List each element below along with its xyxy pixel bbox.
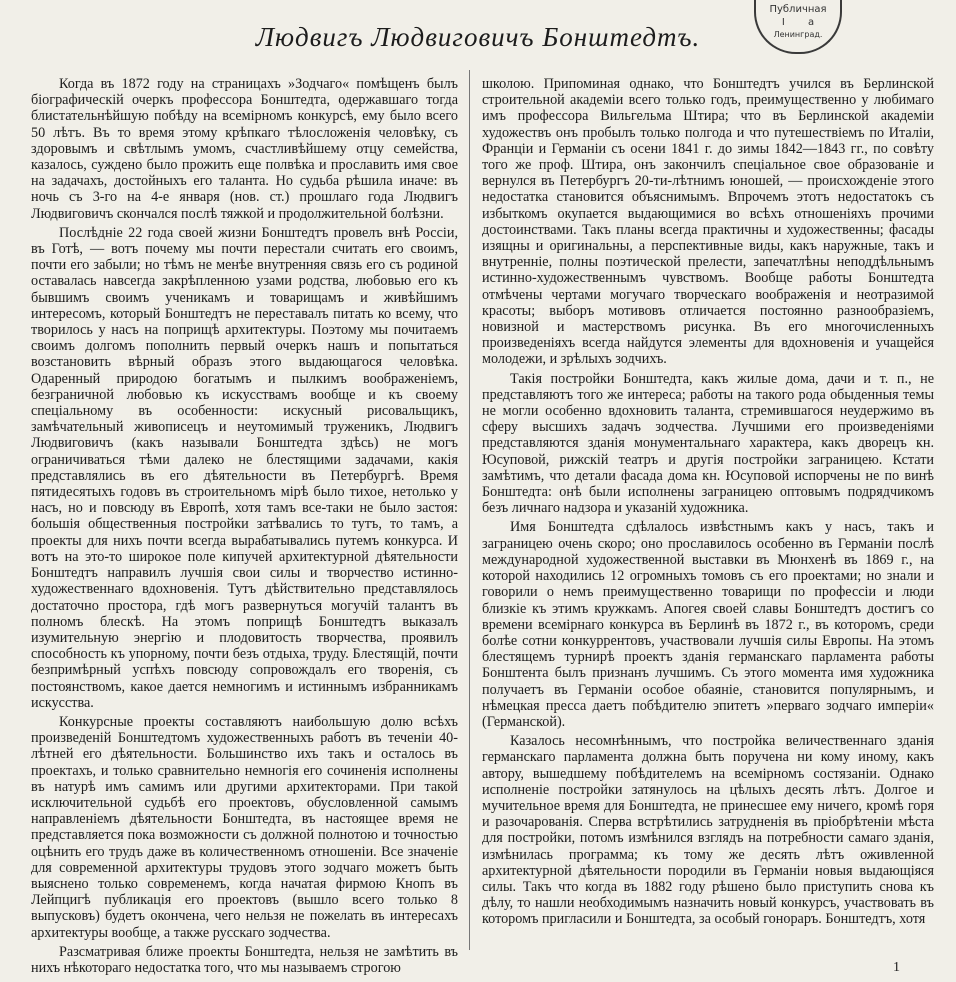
paragraph: Такія постройки Бонштедта, какъ жилые дома, дачи и т. п., не представляютъ того же интереса; работы на такого рода обыденныя темы не могли особенно вдохновить таланта, стремившагося неудержимо въ сферу высшихъ задачъ зодчества. Лучшими его произведеніями представляются зданія монументальнаго характера, какъ дворецъ кн. Юсуповой, рижскій театръ и другія постройки заграницею. Кстати замѣтимъ, что детали фасада дома кн. Юсуповой испорчены не по винѣ Бонштедта: онѣ были исполнены заграницею оптовымъ подрядчикомъ безъ личнаго надзора и указаній художника. bbox=[482, 370, 934, 517]
paragraph: Имя Бонштедта сдѣлалось извѣстнымъ какъ у насъ, такъ и заграницею очень скоро; оно прославилось особенно въ Германіи послѣ международной художественной выставки въ Мюнхенѣ въ 1869 г., на которой находились 12 огромныхъ томовъ съ его проектами; но знали и говорили о немъ преимущественно товарищи по профессіи и люди близкіе къ этимъ кружкамъ. Апогея своей славы Бонштедтъ достигъ со времени всемірнаго конкурса въ Берлинѣ въ 1872 г., въ которомъ, среди болѣе сотни конкуррентовъ, участвовали лучшія силы Европы. На этомъ блестящемъ турнирѣ проектъ зданія германскаго парламента работы Бонштента былъ признанъ лучшимъ. Съ этого момента имя художника получаетъ въ Германіи особое обаяніе, становится популярнымъ, и нѣмецкая пресса даетъ побѣдителю эпитетъ »перваго зодчаго имперіи« (Германской). bbox=[482, 519, 934, 730]
paragraph: Когда въ 1872 году на страницахъ »Зодчаго« помѣщенъ былъ біографическій очеркъ профессора Бонштедта, одержавшаго тогда блистательнѣйшую побѣду на всемірномъ конкурсѣ, ему было всего 50 лѣтъ. Въ то время этому крѣпкаго тѣлосложенія человѣку, съ здоровымъ и свѣтлымъ умомъ, счастливѣйшему отцу семейства, казалось, суждено было прожить еще полвѣка и прославить имя свое на задачахъ, достойныхъ его таланта. Но судьба рѣшила иначе: въ ночь съ 3-го на 4-е января (нов. ст.) прошлаго года Людвигъ Людвиговичъ скончался послѣ тяжкой и продолжительной болѣзни. bbox=[31, 76, 458, 222]
stamp-line-3: Ленинград. bbox=[773, 30, 823, 39]
column-divider bbox=[469, 70, 470, 950]
left-column bbox=[31, 76, 458, 976]
stamp-line-1: Публичная bbox=[769, 4, 827, 15]
paragraph: школою. Припоминая однако, что Бонштедтъ учился въ Берлинской строительной академіи всего только годъ, преимущественно у любимаго имъ профессора Вильгельма Штира; что въ Берлинской академіи художествъ онъ пробылъ только полгода и что путешествіемъ по Италіи, Франціи и Германіи съ осени 1841 г. до зимы 1842—1843 гг., по совѣту того же проф. Штира, онъ закончилъ спеціальное свое образованіе и вернулся въ Петербургъ 20-ти-лѣтнимъ юношей, — происхожденіе этого недостатка становится объяснимымъ. Впрочемъ этотъ недостатокъ съ избыткомъ окупается выдающимися во всѣхъ отношеніяхъ прочими достоинствами. Такъ планы всегда практичны и художественны; фасады изящны и оригинальны, а перспективные виды, какъ наружные, такъ и внутренніе, полны поэтической прелести, запечатлѣны неподдѣльнымъ истинно-художественнымъ чувствомъ. Вообще работы Бонштедта отмѣчены чертами могучаго творческаго воображенія и неотразимой красоты; выборъ мотивовъ отличается постоянно разнообразіемъ, новизной и мастерствомъ рисунка. Въ его многочисленныхъ произведеніяхъ всегда найдутся элементы для вдохновенія и учащейся молодежи, и зрѣлыхъ зодчихъ. bbox=[482, 76, 934, 368]
paragraph: Казалось несомнѣннымъ, что постройка величественнаго зданія германскаго парламента должна быть поручена ни кому иному, какъ автору, вышедшему побѣдителемъ на всемірномъ состязаніи. Однако исполненіе постройки затянулось на цѣлыхъ десять лѣтъ. Долгое и мучительное время для Бонштедта, не принесшее ему ничего, кромѣ горя и разочарованія. Сперва встрѣтились затрудненія въ пріобрѣтеніи мѣста для постройки, потомъ измѣнился взглядъ на потребности самаго зданія, измѣнилась программа; къ тому же десять лѣтъ оживленной архитектурной дѣятельности породили въ Германіи новыя выдающіяся силы. Такъ что когда въ 1882 году рѣшено было приступить снова къ дѣлу, то нашли необходимымъ назначить новый конкурсъ, участвовать въ которомъ пригласили и Бонштедта, за особый гонораръ. Бонштедтъ, хотя bbox=[482, 733, 934, 928]
page-number: 1 bbox=[893, 960, 900, 975]
right-column bbox=[482, 76, 934, 928]
paragraph: Разсматривая ближе проекты Бонштедта, нельзя не замѣтить въ нихъ нѣкотораго недостатка того, что мы называемъ строгою bbox=[31, 943, 458, 976]
stamp-line-2: I а bbox=[781, 17, 825, 28]
article-title: Людвигъ Людвиговичъ Бонштедтъ. bbox=[255, 22, 701, 52]
paragraph: Послѣдніе 22 года своей жизни Бонштедтъ провелъ внѣ Россіи, въ Готѣ, — вотъ почему мы почти перестали считать его своимъ, почти его забыли; но тѣмъ не менѣе внутренняя связь его съ родиной оставалась навсегда закрѣпленною узами родства, любовью его къ бывшимъ своимъ ученикамъ и товарищамъ и живѣйшимъ интересомъ, который Бонштедтъ не переставалъ питать ко всему, что творилось у насъ на поприщѣ архитектуры. Поэтому мы почитаемъ своимъ долгомъ пополнить первый очеркъ нашъ и попытаться возстановить вѣрный образъ этого выдающагося человѣка. Одаренный природою богатымъ и пылкимъ воображеніемъ, безграничной любовью къ искусствамъ вообще и къ своему спеціальному въ особенности: искусный рисовальщикъ, замѣчательный живописецъ и неутомимый труженикъ, Людвигъ Людвиговичъ (какъ называли Бонштедта здѣсь) не могъ ограничиваться тѣми далеко не блестящими задачами, какія представлялись въ его дѣятельности въ Петербургѣ. Время пятидесятыхъ годовъ въ строительномъ мірѣ было тихое, нетолько у насъ, но и повсюду въ Европѣ, хотя тамъ все-таки не было застоя: большія общественныя постройки затѣвались то тутъ, то тамъ, а проекты для нихъ почти всегда вырабатывались путемъ конкурса. И вотъ на это-то широкое поле кипучей архитектурной дѣятельности Бонштедтъ направилъ лучшія свои силы и творчество истинно-художественнаго вдохновенія. Тутъ дѣйствительно представлялось достаточно простора, гдѣ могъ развернуться могучій талантъ въ полномъ блескѣ. На этомъ поприщѣ Бонштедтъ выказалъ изумительную энергію и плодовитость творчества, проявилъ способность къ упорному, почти безъ отдыха, труду. Блестящій, почти безпримѣрный успѣхъ повсюду сопровождалъ его творенія, съ постоянствомъ, какое дается немногимъ и истиннымъ избранникамъ искусства. bbox=[31, 224, 458, 711]
paragraph: Конкурсные проекты составляютъ наибольшую долю всѣхъ произведеній Бонштедтомъ художественныхъ работъ въ теченіи 40-лѣтней его дѣятельности. Большинство ихъ такъ и осталось въ проектахъ, и только сравнительно немногія его сочиненія исполнены въ натурѣ имъ самимъ или другими архитекторами. При такой исключительной судьбѣ его проектовъ, обусловленной самымъ направленіемъ дѣятельности Бонштедта, въ настоящее время не представляется пока возможности съ должной полнотою и точностью оцѣнить его трудъ даже въ количественномъ отношеніи. Все значеніе для современной архитектуры трудовъ этого зодчаго можетъ быть выяснено только современемъ, когда начатая фирмою Кнопъ въ Лейпцигѣ публикація его проектовъ (вышло всего только 8 выпусковъ) будетъ окончена, чего нельзя не пожелать въ интересахъ архитектуры вообще, а также русскаго зодчества. bbox=[31, 713, 458, 941]
